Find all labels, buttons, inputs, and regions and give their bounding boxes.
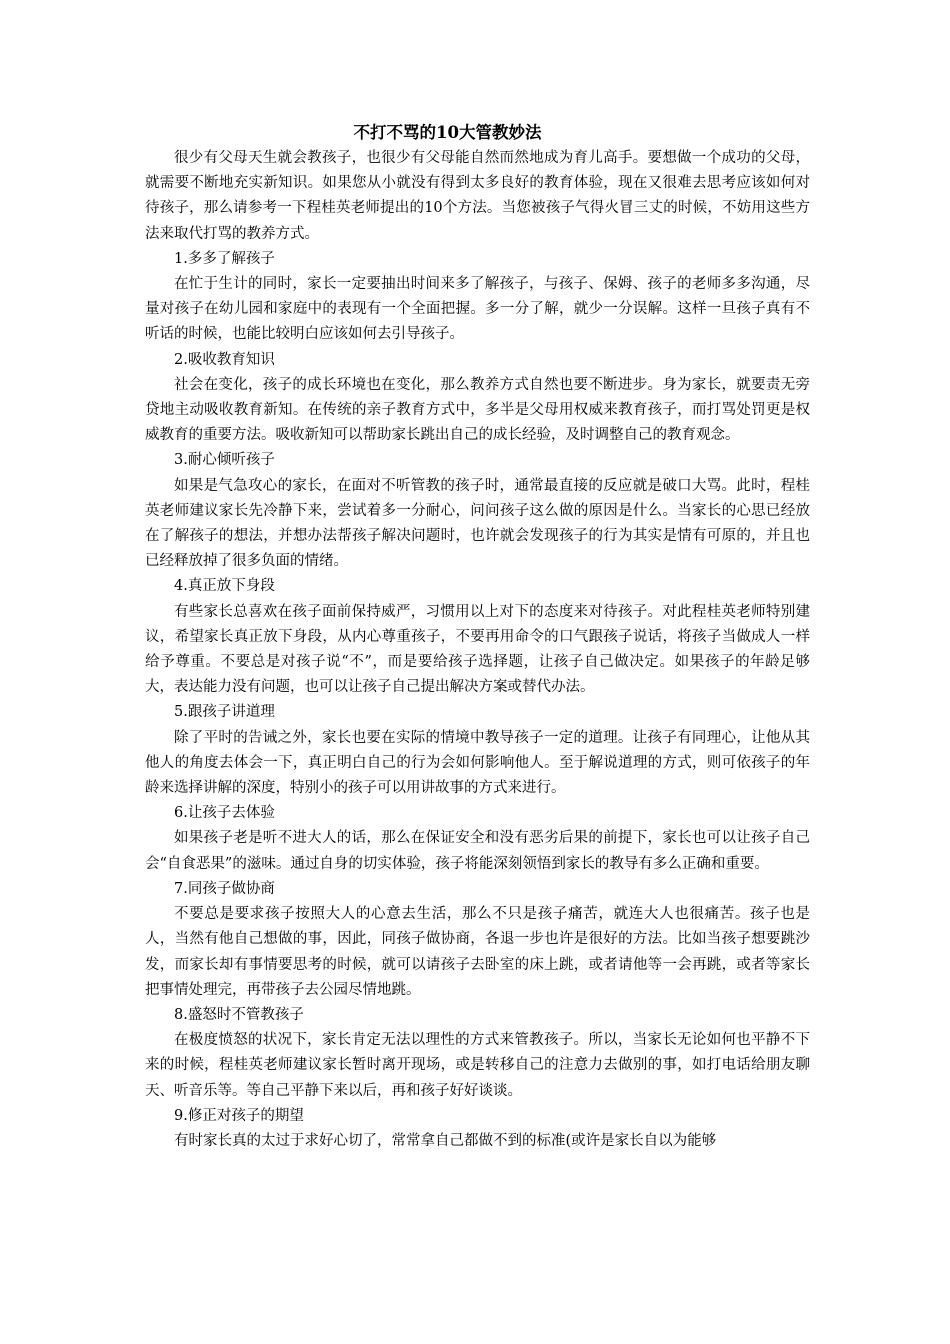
section-text-4: 有些家长总喜欢在孩子面前保持威严，习惯用以上对下的态度来对待孩子。对此程桂英老师特别建议，希望家长真正放下身段，从内心尊重孩子，不要再用命令的口气跟孩子说话，将孩子当做成人一样给予尊重。不要总是对孩子说“不”，而是要给孩子选择题，让孩子自己做决定。如果孩子的年龄足够大，表达能力没有问题，也可以让孩子自己提出解决方案或替代办法。 xyxy=(145,603,810,696)
section-heading-6: 6.让孩子去体验 xyxy=(174,805,275,822)
section-heading-4: 4.真正放下身段 xyxy=(174,578,275,595)
section-heading-8: 8.盛怒时不管教孩子 xyxy=(174,1006,304,1023)
section-text-7: 不要总是要求孩子按照大人的心意去生活，那么不只是孩子痛苦，就连大人也很痛苦。孩子也是人，当然有他自己想做的事，因此，同孩子做协商，各退一步也许是很好的方法。比如当孩子想要跳沙发，而家长却有事情要思考的时候，就可以请孩子去卧室的床上跳，或者请他等一会再跳，或者等家长把事情处理完，再带孩子去公园尽情地跳。 xyxy=(145,906,810,998)
section-text-2: 社会在变化，孩子的成长环境也在变化，那么教养方式自然也要不断进步。身为家长，就要责无旁贷地主动吸收教育新知。在传统的亲子教育方式中，多半是父母用权威来教育孩子，而打骂处罚更是权威教育的重要方法。吸收新知可以帮助家长跳出自己的成长经验，及时调整自己的教育观念。 xyxy=(145,376,810,444)
section-heading-7: 7.同孩子做协商 xyxy=(174,880,275,897)
section-text-8: 在极度愤怒的状况下，家长肯定无法以理性的方式来管教孩子。所以，当家长无论如何也平静不下来的时候，程桂英老师建议家长暂时离开现场，或是转移自己的注意力去做别的事，如打电话给朋友聊天、听音乐等。等自己平静下来以后，再和孩子好好谈谈。 xyxy=(145,1032,810,1099)
section-text-9: 有时家长真的太过于求好心切了，常常拿自己都做不到的标准(或许是家长自以为能够 xyxy=(174,1132,717,1149)
section-heading-5: 5.跟孩子讲道理 xyxy=(174,704,275,721)
document-page xyxy=(145,120,810,1154)
section-text-5: 除了平时的告诫之外，家长也要在实际的情境中教导孩子一定的道理。让孩子有同理心，让他从其他人的角度去体会一下，真正明白自己的行为会如何影响他人。至于解说道理的方式，则可依孩子的年龄来选择讲解的深度，特别小的孩子可以用讲故事的方式来进行。 xyxy=(145,729,810,797)
document-title: 不打不骂的10大管教妙法 xyxy=(353,123,542,142)
section-text-1: 在忙于生计的同时，家长一定要抽出时间来多了解孩子，与孩子、保姆、孩子的老师多多沟通，尽量对孩子在幼儿园和家庭中的表现有一个全面把握。多一分了解，就少一分误解。这样一旦孩子真有不听话的时候，也能比较明白应该如何去引导孩子。 xyxy=(145,276,810,343)
section-heading-9: 9.修正对孩子的期望 xyxy=(174,1107,304,1124)
section-heading-2: 2.吸收教育知识 xyxy=(174,351,275,368)
section-heading-1: 1.多多了解孩子 xyxy=(174,250,275,267)
section-heading-3: 3.耐心倾听孩子 xyxy=(174,452,275,469)
section-text-6: 如果孩子老是听不进大人的话，那么在保证安全和没有恶劣后果的前提下，家长也可以让孩子自己会“自食恶果”的滋味。通过自身的切实体验，孩子将能深刻领悟到家长的教导有多么正确和重要。 xyxy=(145,830,810,872)
section-text-3: 如果是气急攻心的家长，在面对不听管教的孩子时，通常最直接的反应就是破口大骂。此时，程桂英老师建议家长先冷静下来，尝试着多一分耐心，问问孩子这么做的原因是什么。当家长的心思已经放在了解孩子的想法，并想办法帮孩子解决问题时，也许就会发现孩子的行为其实是情有可原的，并且也已经释放掉了很多负面的情绪。 xyxy=(145,477,810,570)
intro-paragraph: 很少有父母天生就会教孩子，也很少有父母能自然而然地成为育儿高手。要想做一个成功的父母，就需要不断地充实新知识。如果您从小就没有得到太多良好的教育体验，现在又很难去思考应该如何对待孩子，那么请参考一下程桂英老师提出的10个方法。当您被孩子气得火冒三丈的时候，不妨用这些方法来取代打骂的教养方式。 xyxy=(145,150,810,242)
